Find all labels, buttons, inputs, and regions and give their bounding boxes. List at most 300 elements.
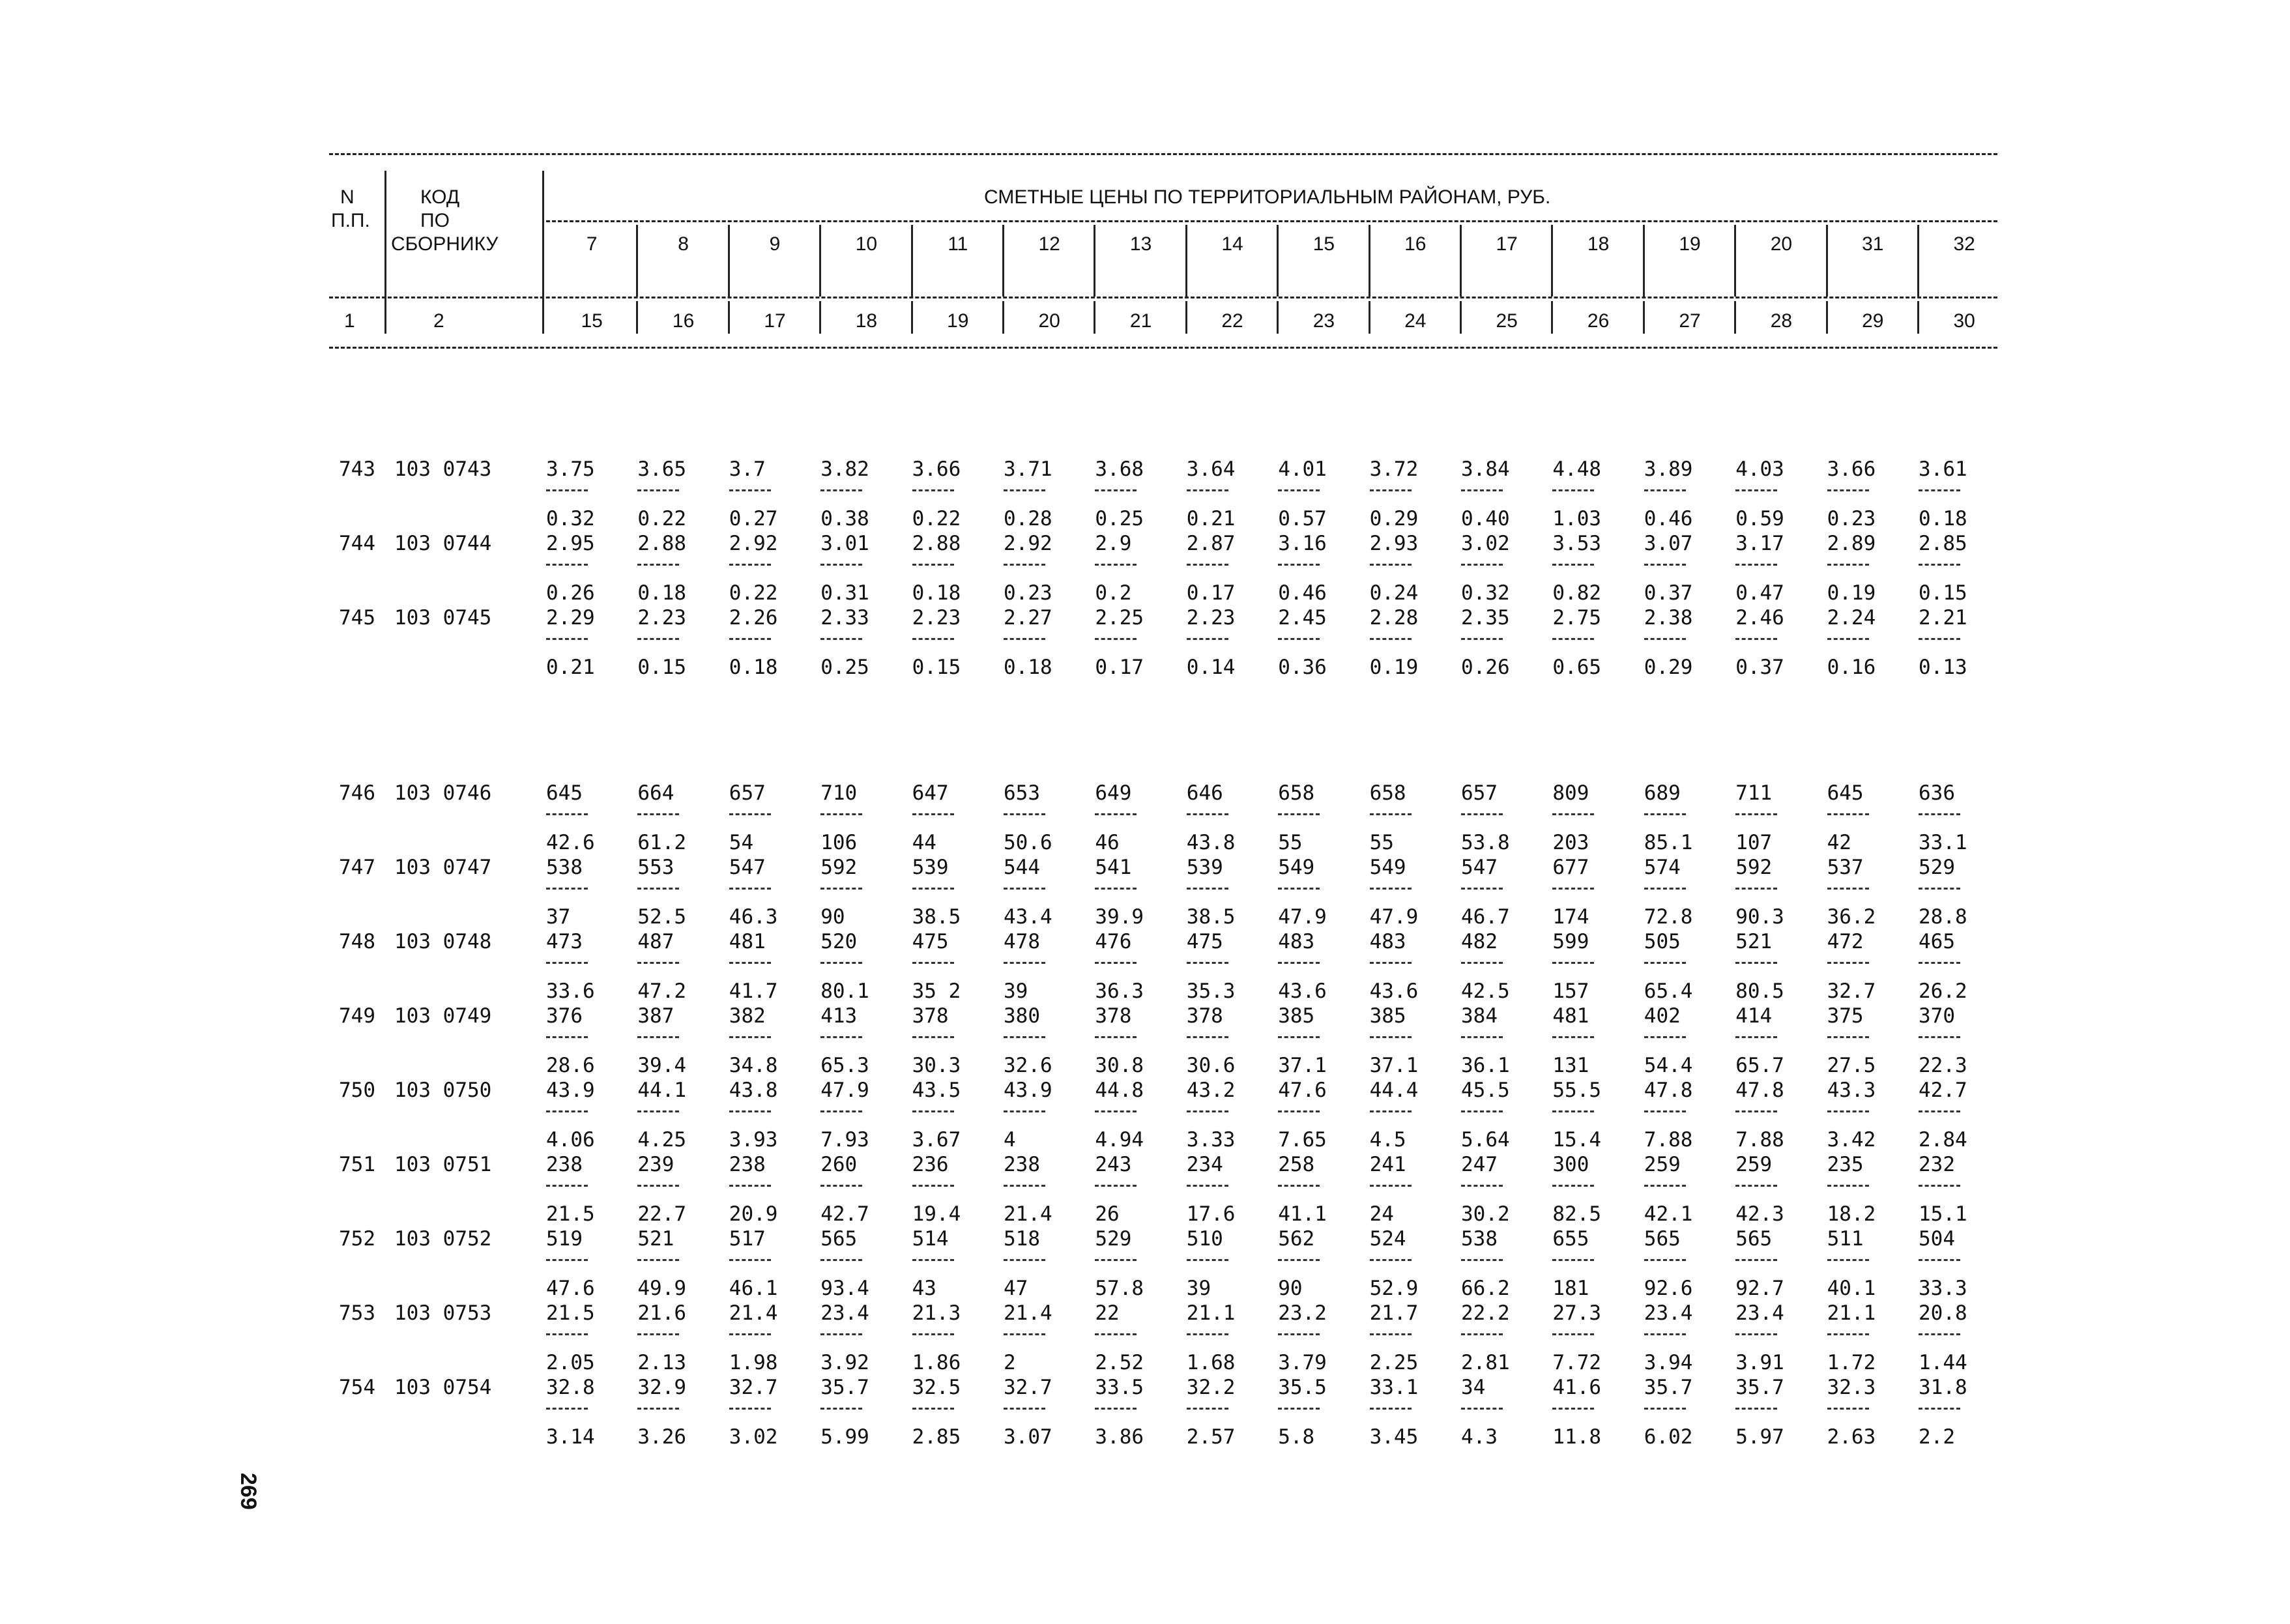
price-value: 636 (1919, 781, 1955, 805)
price-value-lower: 65.7 (1735, 1054, 1784, 1077)
price-value-lower: 4 (1004, 1128, 1016, 1152)
fraction-rule (1552, 888, 1594, 890)
price-value-lower: 3.02 (729, 1425, 778, 1449)
fraction-rule (1644, 1036, 1686, 1038)
region-separator (1551, 225, 1553, 297)
price-value: 521 (637, 1227, 674, 1251)
column-number: 19 (947, 310, 969, 332)
row-number: 747 (339, 856, 375, 879)
fraction-rule (1370, 1333, 1412, 1335)
price-value: 2.89 (1827, 532, 1876, 555)
fraction-rule (820, 489, 862, 491)
price-value: 504 (1919, 1227, 1955, 1251)
fraction-rule (1552, 1408, 1594, 1410)
price-value-lower: 39 (1004, 979, 1028, 1003)
region-header-7: 7 (586, 233, 598, 255)
fraction-rule (1095, 813, 1137, 815)
fraction-rule (1827, 888, 1869, 890)
price-value: 2.9 (1095, 532, 1132, 555)
fraction-rule (1644, 888, 1686, 890)
price-value: 34 (1461, 1376, 1486, 1399)
price-value-lower: 3.93 (729, 1128, 778, 1152)
price-value: 32.7 (729, 1376, 778, 1399)
price-value: 517 (729, 1227, 766, 1251)
fraction-rule (1187, 1036, 1228, 1038)
row-number: 752 (339, 1227, 375, 1251)
price-value: 518 (1004, 1227, 1040, 1251)
price-value-lower: 21.5 (546, 1202, 595, 1226)
fraction-rule (820, 1036, 862, 1038)
fraction-rule (1004, 962, 1045, 964)
fraction-rule (1644, 1110, 1686, 1112)
price-value-lower: 38.5 (1186, 905, 1236, 929)
price-value: 33.1 (1369, 1376, 1419, 1399)
fraction-rule (546, 638, 588, 640)
price-value: 481 (729, 930, 766, 953)
row-number: 753 (339, 1301, 375, 1325)
price-value-lower: 93.4 (820, 1277, 869, 1300)
price-value-lower: 0.65 (1552, 656, 1602, 679)
fraction-rule (1919, 489, 1960, 491)
price-value: 21.3 (912, 1301, 961, 1325)
price-value: 3.72 (1369, 457, 1419, 481)
price-value-lower: 42 (1827, 831, 1851, 854)
fraction-rule (1827, 489, 1869, 491)
header-mid-rule (329, 297, 1997, 298)
price-value-lower: 19.4 (912, 1202, 961, 1226)
price-value-lower: 3.42 (1827, 1128, 1876, 1152)
fraction-rule (820, 1408, 862, 1410)
price-value-lower: 1.44 (1919, 1351, 1967, 1374)
price-value-lower: 0.23 (1827, 507, 1876, 530)
price-value-lower: 42.6 (546, 831, 595, 854)
region-header-18: 18 (1587, 233, 1610, 255)
fraction-rule (1278, 1185, 1320, 1187)
header-code-label-3: СБОРНИКУ (391, 233, 499, 255)
price-value-lower: 37 (546, 905, 571, 929)
price-value-lower: 1.72 (1827, 1351, 1876, 1374)
price-value: 2.85 (1919, 532, 1967, 555)
price-value: 2.28 (1369, 606, 1419, 630)
price-value: 478 (1004, 930, 1040, 953)
price-value-lower: 3.86 (1095, 1425, 1144, 1449)
fraction-rule (1552, 1036, 1594, 1038)
fraction-rule (1735, 1259, 1777, 1261)
column-separator (1460, 301, 1462, 334)
price-value: 260 (820, 1153, 858, 1176)
price-value: 21.7 (1369, 1301, 1419, 1325)
price-value-lower: 0.18 (1919, 507, 1967, 530)
header-pp-label: П.П. (331, 210, 370, 231)
fraction-rule (637, 1036, 679, 1038)
price-value: 259 (1644, 1153, 1681, 1176)
price-value: 521 (1735, 930, 1773, 953)
price-value: 538 (1461, 1227, 1498, 1251)
price-value-lower: 2.57 (1186, 1425, 1236, 1449)
price-value-lower: 37.1 (1278, 1054, 1327, 1077)
price-value-lower: 5.8 (1278, 1425, 1315, 1449)
fraction-rule (820, 1185, 862, 1187)
fraction-rule (1187, 888, 1228, 890)
fraction-rule (1095, 564, 1137, 566)
fraction-rule (1187, 1110, 1228, 1112)
price-value: 645 (546, 781, 583, 805)
price-value: 2.26 (729, 606, 778, 630)
price-value-lower: 0.37 (1644, 581, 1693, 605)
column-number: 30 (1953, 310, 1975, 332)
price-value-lower: 0.15 (912, 656, 961, 679)
price-value: 574 (1644, 856, 1681, 879)
fraction-rule (1919, 1259, 1960, 1261)
price-value-lower: 0.32 (546, 507, 595, 530)
fraction-rule (1827, 564, 1869, 566)
price-value: 236 (912, 1153, 949, 1176)
fraction-rule (1735, 1110, 1777, 1112)
fraction-rule (1461, 888, 1503, 890)
price-value: 562 (1278, 1227, 1315, 1251)
fraction-rule (1278, 489, 1320, 491)
price-value: 657 (729, 781, 766, 805)
price-value-lower: 90.3 (1735, 905, 1784, 929)
fraction-rule (912, 638, 954, 640)
fraction-rule (1644, 638, 1686, 640)
price-value-lower: 0.32 (1461, 581, 1510, 605)
price-value: 47.9 (820, 1079, 869, 1102)
price-value: 529 (1919, 856, 1955, 879)
price-value-lower: 41.7 (729, 979, 778, 1003)
price-value-lower: 92.6 (1644, 1277, 1693, 1300)
price-value-lower: 65.3 (820, 1054, 869, 1077)
fraction-rule (1644, 1333, 1686, 1335)
column-number: 23 (1312, 310, 1335, 332)
price-value: 2.23 (912, 606, 961, 630)
price-value-lower: 15.4 (1552, 1128, 1602, 1152)
column-separator (1643, 301, 1645, 334)
price-value: 565 (1644, 1227, 1681, 1251)
fraction-rule (1827, 962, 1869, 964)
price-value: 47.6 (1278, 1079, 1327, 1102)
price-value: 4.03 (1735, 457, 1784, 481)
row-code: 103 0753 (394, 1301, 492, 1325)
fraction-rule (1644, 813, 1686, 815)
price-value: 465 (1919, 930, 1955, 953)
price-value: 2.92 (1004, 532, 1052, 555)
price-value: 35.7 (820, 1376, 869, 1399)
price-value-lower: 43 (912, 1277, 936, 1300)
price-value-lower: 36.1 (1461, 1054, 1510, 1077)
price-value-lower: 46 (1095, 831, 1120, 854)
price-value-lower: 2.63 (1827, 1425, 1876, 1449)
region-header-17: 17 (1496, 233, 1518, 255)
fraction-rule (729, 1408, 771, 1410)
price-value-lower: 0.26 (546, 581, 595, 605)
price-value-lower: 47.2 (637, 979, 687, 1003)
fraction-rule (1278, 1036, 1320, 1038)
price-value-lower: 3.94 (1644, 1351, 1693, 1374)
price-value-lower: 0.22 (912, 507, 961, 530)
price-value: 4.01 (1278, 457, 1327, 481)
fraction-rule (1827, 1110, 1869, 1112)
region-header-12: 12 (1038, 233, 1060, 255)
fraction-rule (1004, 1110, 1045, 1112)
row-code: 103 0752 (394, 1227, 492, 1251)
fraction-rule (546, 888, 588, 890)
price-value: 3.01 (820, 532, 869, 555)
price-value: 23.4 (1644, 1301, 1693, 1325)
fraction-rule (546, 813, 588, 815)
price-value: 481 (1552, 1004, 1589, 1028)
region-separator (1460, 225, 1462, 297)
fraction-rule (1827, 813, 1869, 815)
price-value-lower: 0.46 (1644, 507, 1693, 530)
price-value-lower: 61.2 (637, 831, 687, 854)
price-value-lower: 40.1 (1827, 1277, 1876, 1300)
price-value: 300 (1552, 1153, 1589, 1176)
price-value: 3.89 (1644, 457, 1693, 481)
fraction-rule (1735, 1185, 1777, 1187)
price-value-lower: 33.6 (546, 979, 595, 1003)
price-value-lower: 85.1 (1644, 831, 1693, 854)
fraction-rule (1187, 564, 1228, 566)
price-value: 2.95 (546, 532, 595, 555)
fraction-rule (1370, 564, 1412, 566)
price-value: 2.45 (1278, 606, 1327, 630)
price-value: 33.5 (1095, 1376, 1144, 1399)
price-value: 549 (1369, 856, 1406, 879)
price-value-lower: 41.1 (1278, 1202, 1327, 1226)
price-value: 47.8 (1644, 1079, 1693, 1102)
column-number: 17 (764, 310, 786, 332)
fraction-rule (1370, 962, 1412, 964)
price-value-lower: 35 2 (912, 979, 961, 1003)
price-value-lower: 11.8 (1552, 1425, 1602, 1449)
region-separator (1734, 225, 1736, 297)
price-value: 3.16 (1278, 532, 1327, 555)
fraction-rule (1461, 813, 1503, 815)
price-value: 35.7 (1644, 1376, 1693, 1399)
price-value-lower: 2 (1004, 1351, 1016, 1374)
column-number: 29 (1862, 310, 1884, 332)
price-value: 539 (912, 856, 949, 879)
price-value-lower: 0.28 (1004, 507, 1052, 530)
price-value-lower: 4.3 (1461, 1425, 1498, 1449)
fraction-rule (1461, 1185, 1503, 1187)
price-value: 3.84 (1461, 457, 1510, 481)
fraction-rule (1644, 1408, 1686, 1410)
fraction-rule (546, 1259, 588, 1261)
fraction-rule (637, 1333, 679, 1335)
price-value-lower: 90 (1278, 1277, 1303, 1300)
price-value: 41.6 (1552, 1376, 1602, 1399)
price-value: 32.8 (546, 1376, 595, 1399)
price-value-lower: 0.22 (729, 581, 778, 605)
column-number: 27 (1679, 310, 1701, 332)
price-value: 541 (1095, 856, 1132, 879)
price-value-lower: 0.31 (820, 581, 869, 605)
fraction-rule (1004, 1036, 1045, 1038)
fraction-rule (1552, 564, 1594, 566)
column-number: 21 (1129, 310, 1152, 332)
column-separator (728, 301, 730, 334)
column-separator (1002, 301, 1004, 334)
fraction-rule (1461, 1333, 1503, 1335)
price-value: 519 (546, 1227, 583, 1251)
price-value-lower: 39.4 (637, 1054, 687, 1077)
row-number: 751 (339, 1153, 375, 1176)
fraction-rule (1461, 1036, 1503, 1038)
price-value: 42.7 (1919, 1079, 1967, 1102)
fraction-rule (1827, 1036, 1869, 1038)
fraction-rule (1644, 1259, 1686, 1261)
price-value: 2.24 (1827, 606, 1876, 630)
fraction-rule (820, 1110, 862, 1112)
price-value-lower: 0.15 (1919, 581, 1967, 605)
price-value-lower: 1.86 (912, 1351, 961, 1374)
price-value-lower: 50.6 (1004, 831, 1052, 854)
price-value: 3.82 (820, 457, 869, 481)
price-value-lower: 54 (729, 831, 754, 854)
fraction-rule (637, 1259, 679, 1261)
price-value-lower: 203 (1552, 831, 1589, 854)
price-value: 2.23 (1186, 606, 1236, 630)
region-separator (728, 225, 730, 297)
price-value-lower: 3.79 (1278, 1351, 1327, 1374)
price-value-lower: 131 (1552, 1054, 1589, 1077)
price-value-lower: 2.81 (1461, 1351, 1510, 1374)
fraction-rule (912, 888, 954, 890)
price-value: 31.8 (1919, 1376, 1967, 1399)
region-separator (1917, 225, 1919, 297)
fraction-rule (1461, 1259, 1503, 1261)
fraction-rule (912, 1110, 954, 1112)
column-separator (819, 301, 821, 334)
price-value-lower: 22.7 (637, 1202, 687, 1226)
fraction-rule (637, 888, 679, 890)
region-header-20: 20 (1770, 233, 1793, 255)
region-header-19: 19 (1679, 233, 1701, 255)
price-value: 599 (1552, 930, 1589, 953)
region-header-14: 14 (1221, 233, 1243, 255)
region-separator (911, 225, 913, 297)
price-value-lower: 106 (820, 831, 858, 854)
price-value: 385 (1278, 1004, 1315, 1028)
price-value-lower: 0.21 (1186, 507, 1236, 530)
fraction-rule (1370, 638, 1412, 640)
price-value: 475 (1186, 930, 1223, 953)
price-value-lower: 4.25 (637, 1128, 687, 1152)
price-value-lower: 28.8 (1919, 905, 1967, 929)
row-code: 103 0749 (394, 1004, 492, 1028)
fraction-rule (729, 564, 771, 566)
page-number: 269 (236, 1473, 261, 1510)
price-value-lower: 55 (1369, 831, 1394, 854)
header-top-rule (329, 153, 1997, 155)
fraction-rule (1004, 813, 1045, 815)
price-value: 649 (1095, 781, 1132, 805)
price-value: 658 (1369, 781, 1406, 805)
price-value-lower: 32.7 (1827, 979, 1876, 1003)
price-value: 655 (1552, 1227, 1589, 1251)
price-value: 3.71 (1004, 457, 1052, 481)
region-header-10: 10 (855, 233, 878, 255)
price-value-lower: 33.1 (1919, 831, 1967, 854)
price-value-lower: 0.16 (1827, 656, 1876, 679)
row-number: 749 (339, 1004, 375, 1028)
price-value-lower: 0.25 (1095, 507, 1144, 530)
region-separator (819, 225, 821, 297)
fraction-rule (820, 638, 862, 640)
column-number: 25 (1496, 310, 1518, 332)
fraction-rule (912, 489, 954, 491)
price-value: 2.35 (1461, 606, 1510, 630)
fraction-rule (1370, 888, 1412, 890)
price-value: 232 (1919, 1153, 1955, 1176)
price-value: 378 (1186, 1004, 1223, 1028)
price-value: 43.9 (1004, 1079, 1052, 1102)
price-value-lower: 0.18 (1004, 656, 1052, 679)
price-value: 23.4 (1735, 1301, 1784, 1325)
price-value: 3.66 (912, 457, 961, 481)
price-value: 44.8 (1095, 1079, 1144, 1102)
price-value: 2.25 (1095, 606, 1144, 630)
price-value: 234 (1186, 1153, 1223, 1176)
region-header-16: 16 (1404, 233, 1427, 255)
fraction-rule (1095, 1333, 1137, 1335)
price-value-lower: 80.5 (1735, 979, 1784, 1003)
price-value-lower: 0.13 (1919, 656, 1967, 679)
colnum-n: 1 (344, 310, 355, 332)
price-value-lower: 4.94 (1095, 1128, 1144, 1152)
region-separator (1094, 225, 1095, 297)
price-value-lower: 0.82 (1552, 581, 1602, 605)
fraction-rule (1735, 1036, 1777, 1038)
price-value-lower: 47.9 (1369, 905, 1419, 929)
fraction-rule (637, 638, 679, 640)
fraction-rule (1827, 1185, 1869, 1187)
fraction-rule (1004, 1185, 1045, 1187)
price-value-lower: 1.98 (729, 1351, 778, 1374)
fraction-rule (1735, 1408, 1777, 1410)
fraction-rule (729, 1185, 771, 1187)
price-value-lower: 32.6 (1004, 1054, 1052, 1077)
price-value: 376 (546, 1004, 583, 1028)
price-value-lower: 174 (1552, 905, 1589, 929)
region-separator (1369, 225, 1370, 297)
price-value-lower: 37.1 (1369, 1054, 1419, 1077)
price-value: 2.92 (729, 532, 778, 555)
price-value-lower: 7.88 (1644, 1128, 1693, 1152)
price-value-lower: 66.2 (1461, 1277, 1510, 1300)
fraction-rule (1370, 489, 1412, 491)
price-value: 238 (1004, 1153, 1040, 1176)
row-code: 103 0744 (394, 532, 492, 555)
region-separator (1185, 225, 1187, 297)
price-value-lower: 2.13 (637, 1351, 687, 1374)
fraction-rule (1278, 1110, 1320, 1112)
fraction-rule (912, 1408, 954, 1410)
price-value: 44.4 (1369, 1079, 1419, 1102)
price-value-lower: 30.6 (1186, 1054, 1236, 1077)
fraction-rule (1735, 888, 1777, 890)
column-separator (1551, 301, 1553, 334)
price-value: 473 (546, 930, 583, 953)
price-value-lower: 2.2 (1919, 1425, 1955, 1449)
fraction-rule (546, 1185, 588, 1187)
fraction-rule (1919, 1333, 1960, 1335)
column-number: 22 (1221, 310, 1243, 332)
price-value-lower: 3.33 (1186, 1128, 1236, 1152)
fraction-rule (729, 1333, 771, 1335)
